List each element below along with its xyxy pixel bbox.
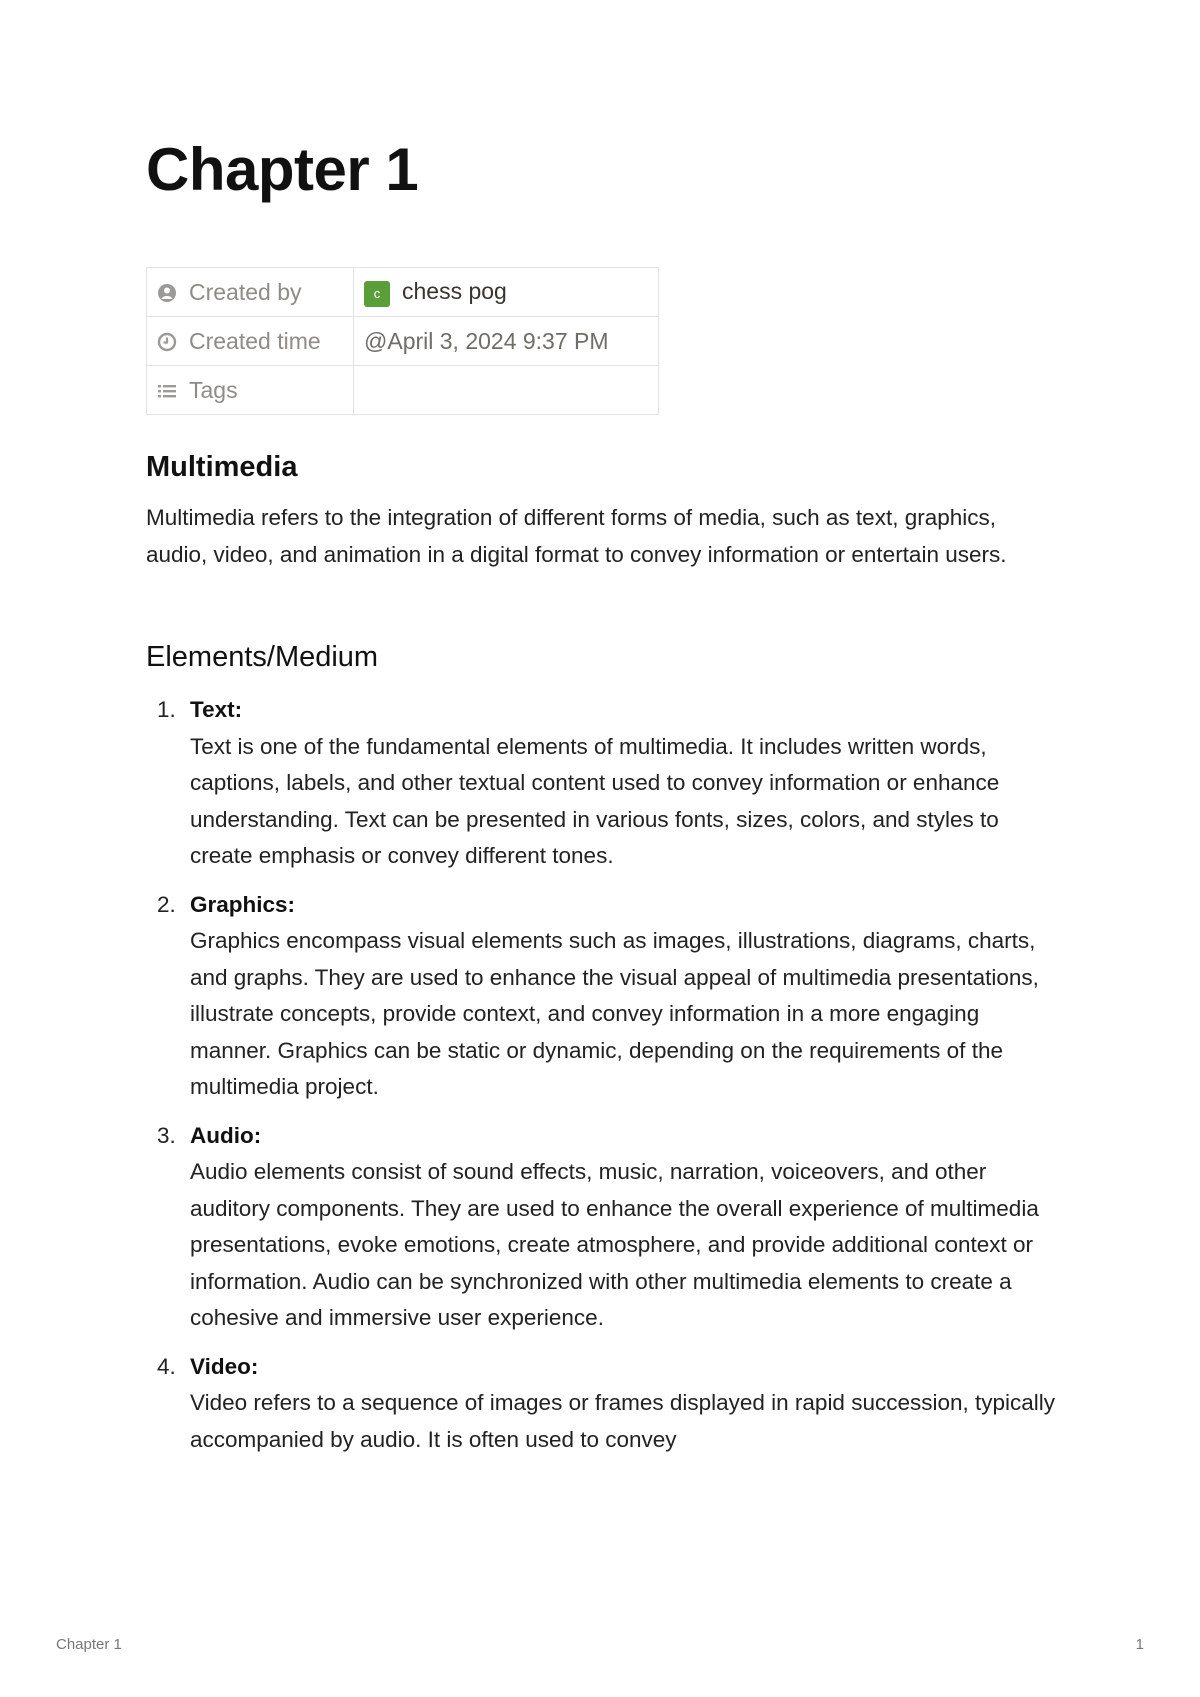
list-item-heading: Video:	[190, 1353, 259, 1379]
clock-icon	[157, 332, 177, 352]
avatar: c	[364, 281, 390, 307]
list-number: 3.	[157, 1122, 176, 1148]
property-row-created-by	[147, 268, 659, 317]
list-item-body: Graphics encompass visual elements such as images, illustrations, diagrams, charts, and graphs. They are used to enhance the visual appeal of multimedia presentations, illustrate concepts, provide context, and convey information in a more engaging manner. Graphics can be static or dynamic, depending on the requirements of the multimedia project.	[190, 928, 1039, 1099]
page-title: Chapter 1	[146, 136, 419, 203]
section-heading-multimedia: Multimedia	[146, 451, 298, 483]
list-item	[146, 692, 1056, 875]
list-number: 1.	[157, 697, 176, 722]
list-number: 2.	[157, 891, 176, 917]
list-item-heading: Audio:	[190, 1122, 262, 1148]
property-row-tags	[147, 366, 659, 415]
list-item-body: Video refers to a sequence of images or frames displayed in rapid succession, typically accompanied by audio. It is often used to convey	[190, 1390, 1056, 1452]
list-item-heading: Graphics:	[190, 891, 296, 917]
paragraph-multimedia: Multimedia refers to the integration of different forms of media, such as text, graphics, audio, video, and animation in a digital format to convey information or entertain users.	[146, 505, 1007, 567]
footer-doc-title: Chapter 1	[56, 1636, 122, 1653]
properties-table	[146, 267, 659, 415]
property-key: Created time	[189, 327, 321, 354]
section-heading-elements: Elements/Medium	[146, 641, 379, 673]
property-key: Tags	[189, 376, 238, 403]
person-icon	[157, 283, 177, 303]
property-value[interactable]: @April 3, 2024 9:37 PM	[364, 327, 609, 354]
list-item	[146, 1349, 1056, 1459]
list-item-body: Audio elements consist of sound effects, music, narration, voiceovers, and other auditory components. They are used to enhance the overall experience of multimedia presentations, evoke emotions, create atmosphere, and provide additional context or information. Audio can be synchronized with other multimedia elements to create a cohesive and immersive user experience.	[190, 1159, 1039, 1330]
list-item-body: Text is one of the fundamental elements of multimedia. It includes written words, captions, labels, and other textual content used to convey information or enhance understanding. Text can be presented in various fonts, sizes, colors, and styles to create emphasis or convey different tones.	[190, 733, 1000, 868]
property-value[interactable]: chess pog	[402, 277, 507, 304]
list-item	[146, 887, 1056, 1106]
property-key: Created by	[189, 278, 302, 305]
elements-list	[146, 692, 1056, 1470]
property-row-created-time	[147, 317, 659, 366]
list-number: 4.	[157, 1353, 176, 1379]
footer-page-number: 1	[1135, 1636, 1144, 1653]
list-item	[146, 1118, 1056, 1337]
list-icon	[157, 381, 177, 401]
list-item-heading: Text:	[190, 697, 243, 722]
